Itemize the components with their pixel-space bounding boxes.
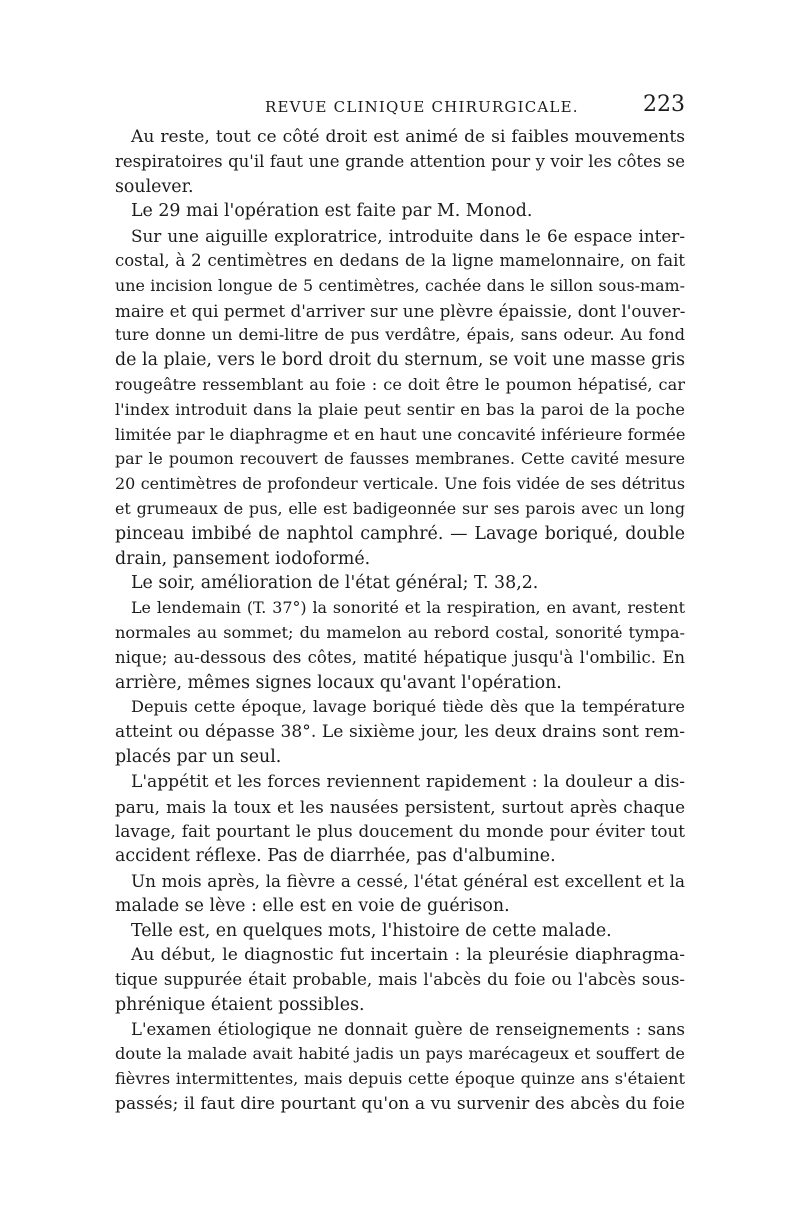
text-line: passés; il faut dire pourtant qu'on a vu survenir des abcès du foie <box>115 1094 685 1115</box>
running-header <box>115 92 685 122</box>
page-number: 223 <box>643 92 685 117</box>
text-line: ture donne un demi-litre de pus verdâtre, épais, sans odeur. Au fond <box>115 325 685 345</box>
text-line: malade se lève : elle est en voie de guérison. <box>115 895 510 916</box>
text-line: maire et qui permet d'arriver sur une plèvre épaissie, dont l'ouver- <box>115 300 685 321</box>
text-line: arrière, mêmes signes locaux qu'avant l'opération. <box>115 672 562 693</box>
text-line: Telle est, en quelques mots, l'histoire de cette malade. <box>131 920 612 941</box>
text-line: de la plaie, vers le bord droit du sternum, se voit une masse gris <box>115 350 685 371</box>
text-line: L'examen étiologique ne donnait guère de renseignements : sans <box>131 1019 685 1039</box>
text-line: limitée par le diaphragme et en haut une concavité inférieure formée <box>115 424 685 444</box>
text-line: Un mois après, la fièvre a cessé, l'état général est excellent et la <box>131 870 685 891</box>
running-title: REVUE CLINIQUE CHIRURGICALE. <box>265 98 579 116</box>
text-line: fièvres intermittentes, mais depuis cette époque quinze ans s'étaient <box>115 1069 685 1089</box>
text-line: l'index introduit dans la plaie peut sentir en bas la paroi de la poche <box>115 399 685 419</box>
text-line: placés par un seul. <box>115 746 282 767</box>
text-line: L'appétit et les forces reviennent rapidement : la douleur a dis- <box>131 771 685 792</box>
text-line: drain, pansement iodoformé. <box>115 548 371 569</box>
text-line: soulever. <box>115 176 194 197</box>
text-line: 20 centimètres de profondeur verticale. Une fois vidée de ses détritus <box>115 474 685 494</box>
text-line: rougeâtre ressemblant au foie : ce doit être le poumon hépatisé, car <box>115 374 685 394</box>
text-line: Le 29 mai l'opération est faite par M. Monod. <box>131 201 533 222</box>
text-line: respiratoires qu'il faut une grande attention pour y voir les côtes se <box>115 151 685 171</box>
text-line: Sur une aiguille exploratrice, introduite dans le 6e espace inter- <box>131 226 685 247</box>
text-line: doute la malade avait habité jadis un pays marécageux et souffert de <box>115 1044 685 1064</box>
text-line: accident réflexe. Pas de diarrhée, pas d'albumine. <box>115 846 556 867</box>
text-line: paru, mais la toux et les nausées persistent, surtout après chaque <box>115 796 685 817</box>
text-line: Au début, le diagnostic fut incertain : la pleurésie diaphragma- <box>131 945 685 966</box>
text-line: Le soir, amélioration de l'état général; T. 38,2. <box>131 573 539 594</box>
text-line: et grumeaux de pus, elle est badigeonnée sur ses parois avec un long <box>115 498 685 518</box>
text-line: normales au sommet; du mamelon au rebord costal, sonorité tympa- <box>115 622 685 642</box>
text-line: une incision longue de 5 centimètres, cachée dans le sillon sous-mam- <box>115 275 685 295</box>
text-line: Le lendemain (T. 37°) la sonorité et la respiration, en avant, restent <box>131 598 685 618</box>
text-line: lavage, fait pourtant le plus doucement du monde pour éviter tout <box>115 821 685 842</box>
text-line: costal, à 2 centimètres en dedans de la ligne mamelonnaire, on fait <box>115 250 685 270</box>
text-line: par le poumon recouvert de fausses membranes. Cette cavité mesure <box>115 449 685 469</box>
text-line: phrénique étaient possibles. <box>115 994 365 1015</box>
text-line: pinceau imbibé de naphtol camphré. — Lavage boriqué, double <box>115 523 685 544</box>
text-line: Depuis cette époque, lavage boriqué tiède dès que la température <box>131 697 685 717</box>
body-text <box>115 125 685 1117</box>
text-line: nique; au-dessous des côtes, matité hépatique jusqu'à l'ombilic. En <box>115 647 685 667</box>
text-line: tique suppurée était probable, mais l'abcès du foie ou l'abcès sous- <box>115 970 685 990</box>
text-line: atteint ou dépasse 38°. Le sixième jour, les deux drains sont rem- <box>115 722 685 743</box>
text-line: Au reste, tout ce côté droit est animé de si faibles mouvements <box>131 127 685 147</box>
